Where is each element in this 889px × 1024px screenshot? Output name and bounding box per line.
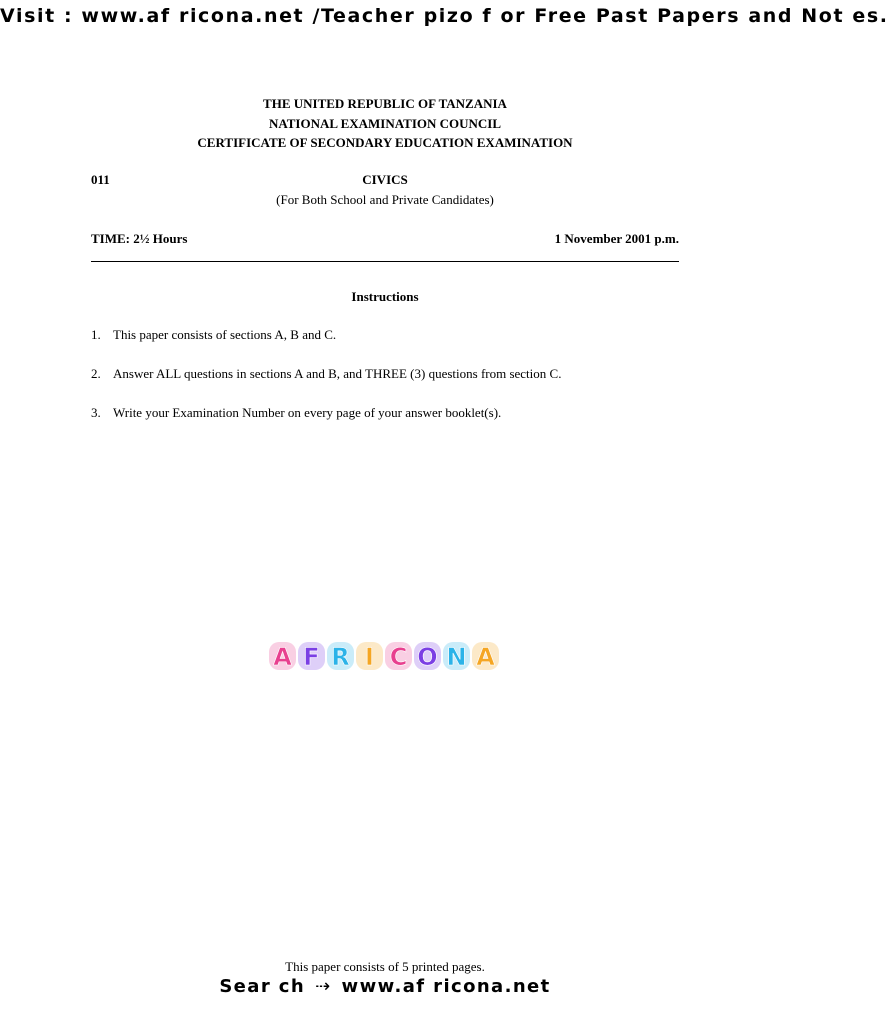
exam-date: 1 November 2001 p.m.: [554, 231, 679, 246]
country-name: THE UNITED REPUBLIC OF TANZANIA: [263, 96, 507, 111]
exam-time: TIME: 2½ Hours: [91, 231, 188, 246]
arrow-right-icon: ⇢: [315, 976, 332, 997]
subject-title: CIVICS: [362, 172, 408, 187]
africona-logo: [268, 640, 500, 672]
instruction-text: This paper consists of sections A, B and C.: [113, 327, 337, 342]
instruction-item: [91, 405, 691, 421]
instruction-number: 3.: [91, 405, 101, 420]
logo-letter: R: [331, 643, 350, 671]
logo-letter: A: [273, 643, 292, 671]
instruction-item: [91, 366, 691, 382]
exam-header: [0, 94, 770, 153]
logo-letter: F: [303, 643, 320, 671]
logo-letter: A: [476, 643, 495, 671]
logo-letter: O: [417, 643, 438, 671]
search-label: Sear ch: [219, 976, 306, 997]
instruction-number: 2.: [91, 366, 101, 381]
instruction-item: [91, 327, 691, 343]
candidates-note: (For Both School and Private Candidates): [276, 192, 494, 207]
instruction-text: Answer ALL questions in sections A and B, and THREE (3) questions from section C.: [113, 366, 562, 381]
instructions-title: Instructions: [351, 289, 419, 304]
page-count-note: This paper consists of 5 printed pages.: [285, 959, 485, 974]
logo-letter: N: [446, 643, 467, 671]
instruction-number: 1.: [91, 327, 101, 342]
logo-letter: C: [389, 643, 408, 671]
paper-code: 011: [91, 172, 110, 187]
site-link[interactable]: www.af ricona.net: [341, 976, 551, 997]
watermark-top-banner: Visit : www.af ricona.net /Teacher pizo f or Free Past Papers and Not es.: [0, 5, 889, 27]
watermark-bottom-banner: [0, 976, 770, 997]
logo-letter: I: [365, 643, 374, 671]
divider-line: [91, 261, 679, 262]
exam-name: CERTIFICATE OF SECONDARY EDUCATION EXAMINATION: [197, 135, 573, 150]
council-name: NATIONAL EXAMINATION COUNCIL: [268, 115, 502, 131]
instruction-text: Write your Examination Number on every page of your answer booklet(s).: [113, 405, 502, 420]
